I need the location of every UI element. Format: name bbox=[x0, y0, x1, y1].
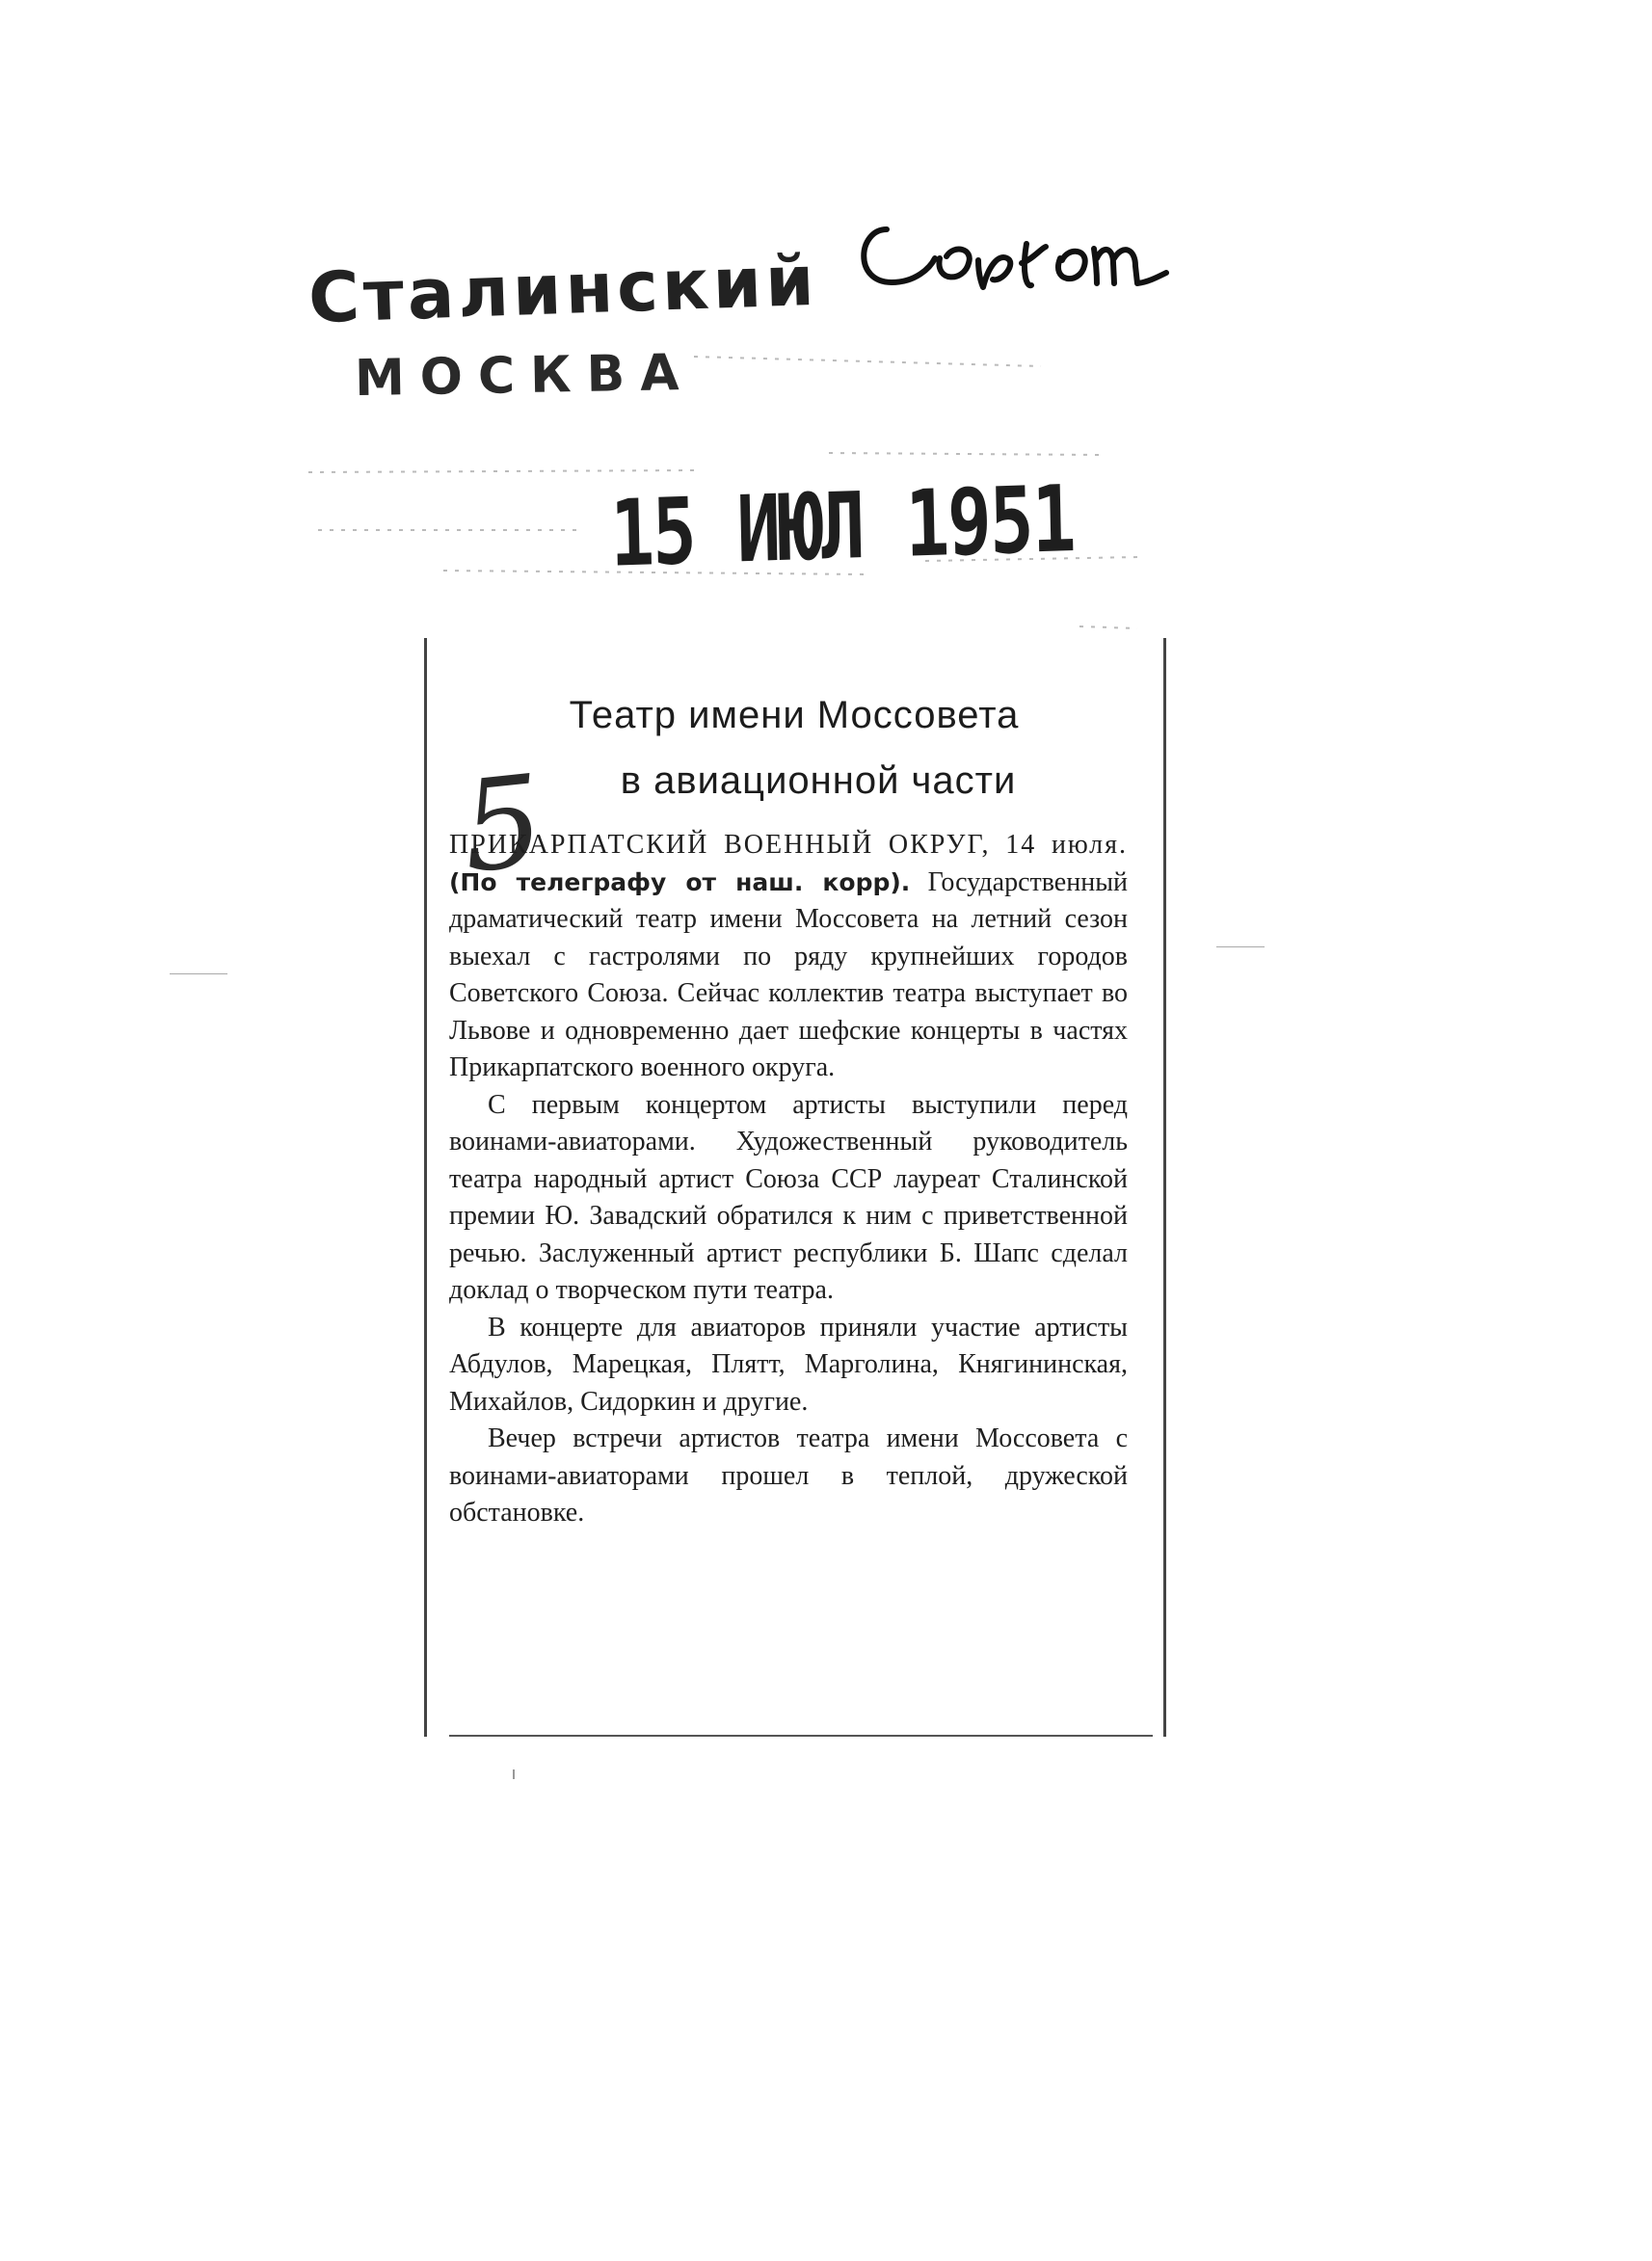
article-paragraph: С первым концертом артисты выступили перед воинами-авиаторами. Художественный руководитель театра народный артист Союза ССР лауреат Сталинской премии Ю. Завадский обратился к ним с приветственной речью. Заслуженный артист республики Б. Шапс сделал доклад о творческом пути театра. bbox=[449, 1089, 1128, 1305]
article-dateline: ПРИКАРПАТСКИЙ ВОЕННЫЙ ОКРУГ, 14 июля. bbox=[449, 830, 1128, 860]
newspaper-name-stamp: Сталинский bbox=[306, 239, 819, 339]
article-source: (По телеграфу от наш. корр). bbox=[449, 867, 911, 896]
newspaper-clipping bbox=[424, 638, 1164, 1737]
headline-line-2: в авиационной части bbox=[620, 759, 1017, 802]
clipping-bottom-rule bbox=[449, 1735, 1153, 1737]
article-paragraph: Вечер встречи артистов театра имени Моссовета с воинами-авиаторами прошел в теплой, дружеской обстановке. bbox=[449, 1423, 1128, 1528]
article-paragraph: В концерте для авиаторов приняли участие артисты Абдулов, Марецкая, Плятт, Марголина, Княгининская, Михайлов, Сидоркин и другие. bbox=[449, 1312, 1128, 1417]
faint-mark bbox=[170, 973, 227, 974]
handwritten-annotation bbox=[848, 191, 1195, 316]
city-stamp: МОСКВА bbox=[354, 343, 695, 409]
faint-mark bbox=[1216, 946, 1265, 947]
handwritten-page-number: 5 bbox=[455, 747, 550, 901]
article-lead-paragraph bbox=[449, 827, 1128, 1087]
article-body bbox=[449, 827, 1128, 1532]
article-headline bbox=[424, 682, 1164, 813]
headline-line-1: Театр имени Моссовета bbox=[569, 694, 1020, 736]
date-stamp: 15 ИЮЛ 1951 bbox=[609, 465, 1076, 588]
faint-mark bbox=[513, 1769, 515, 1779]
article-lead-text: Государственный драматический театр имени Моссовета на летний сезон выехал с гастролями по ряду крупнейших городов Советского Союза. Сейчас коллектив театра выступает во Львове и одновременно дает шефские концерты в частях Прикарпатского военного округа. bbox=[449, 866, 1128, 1082]
